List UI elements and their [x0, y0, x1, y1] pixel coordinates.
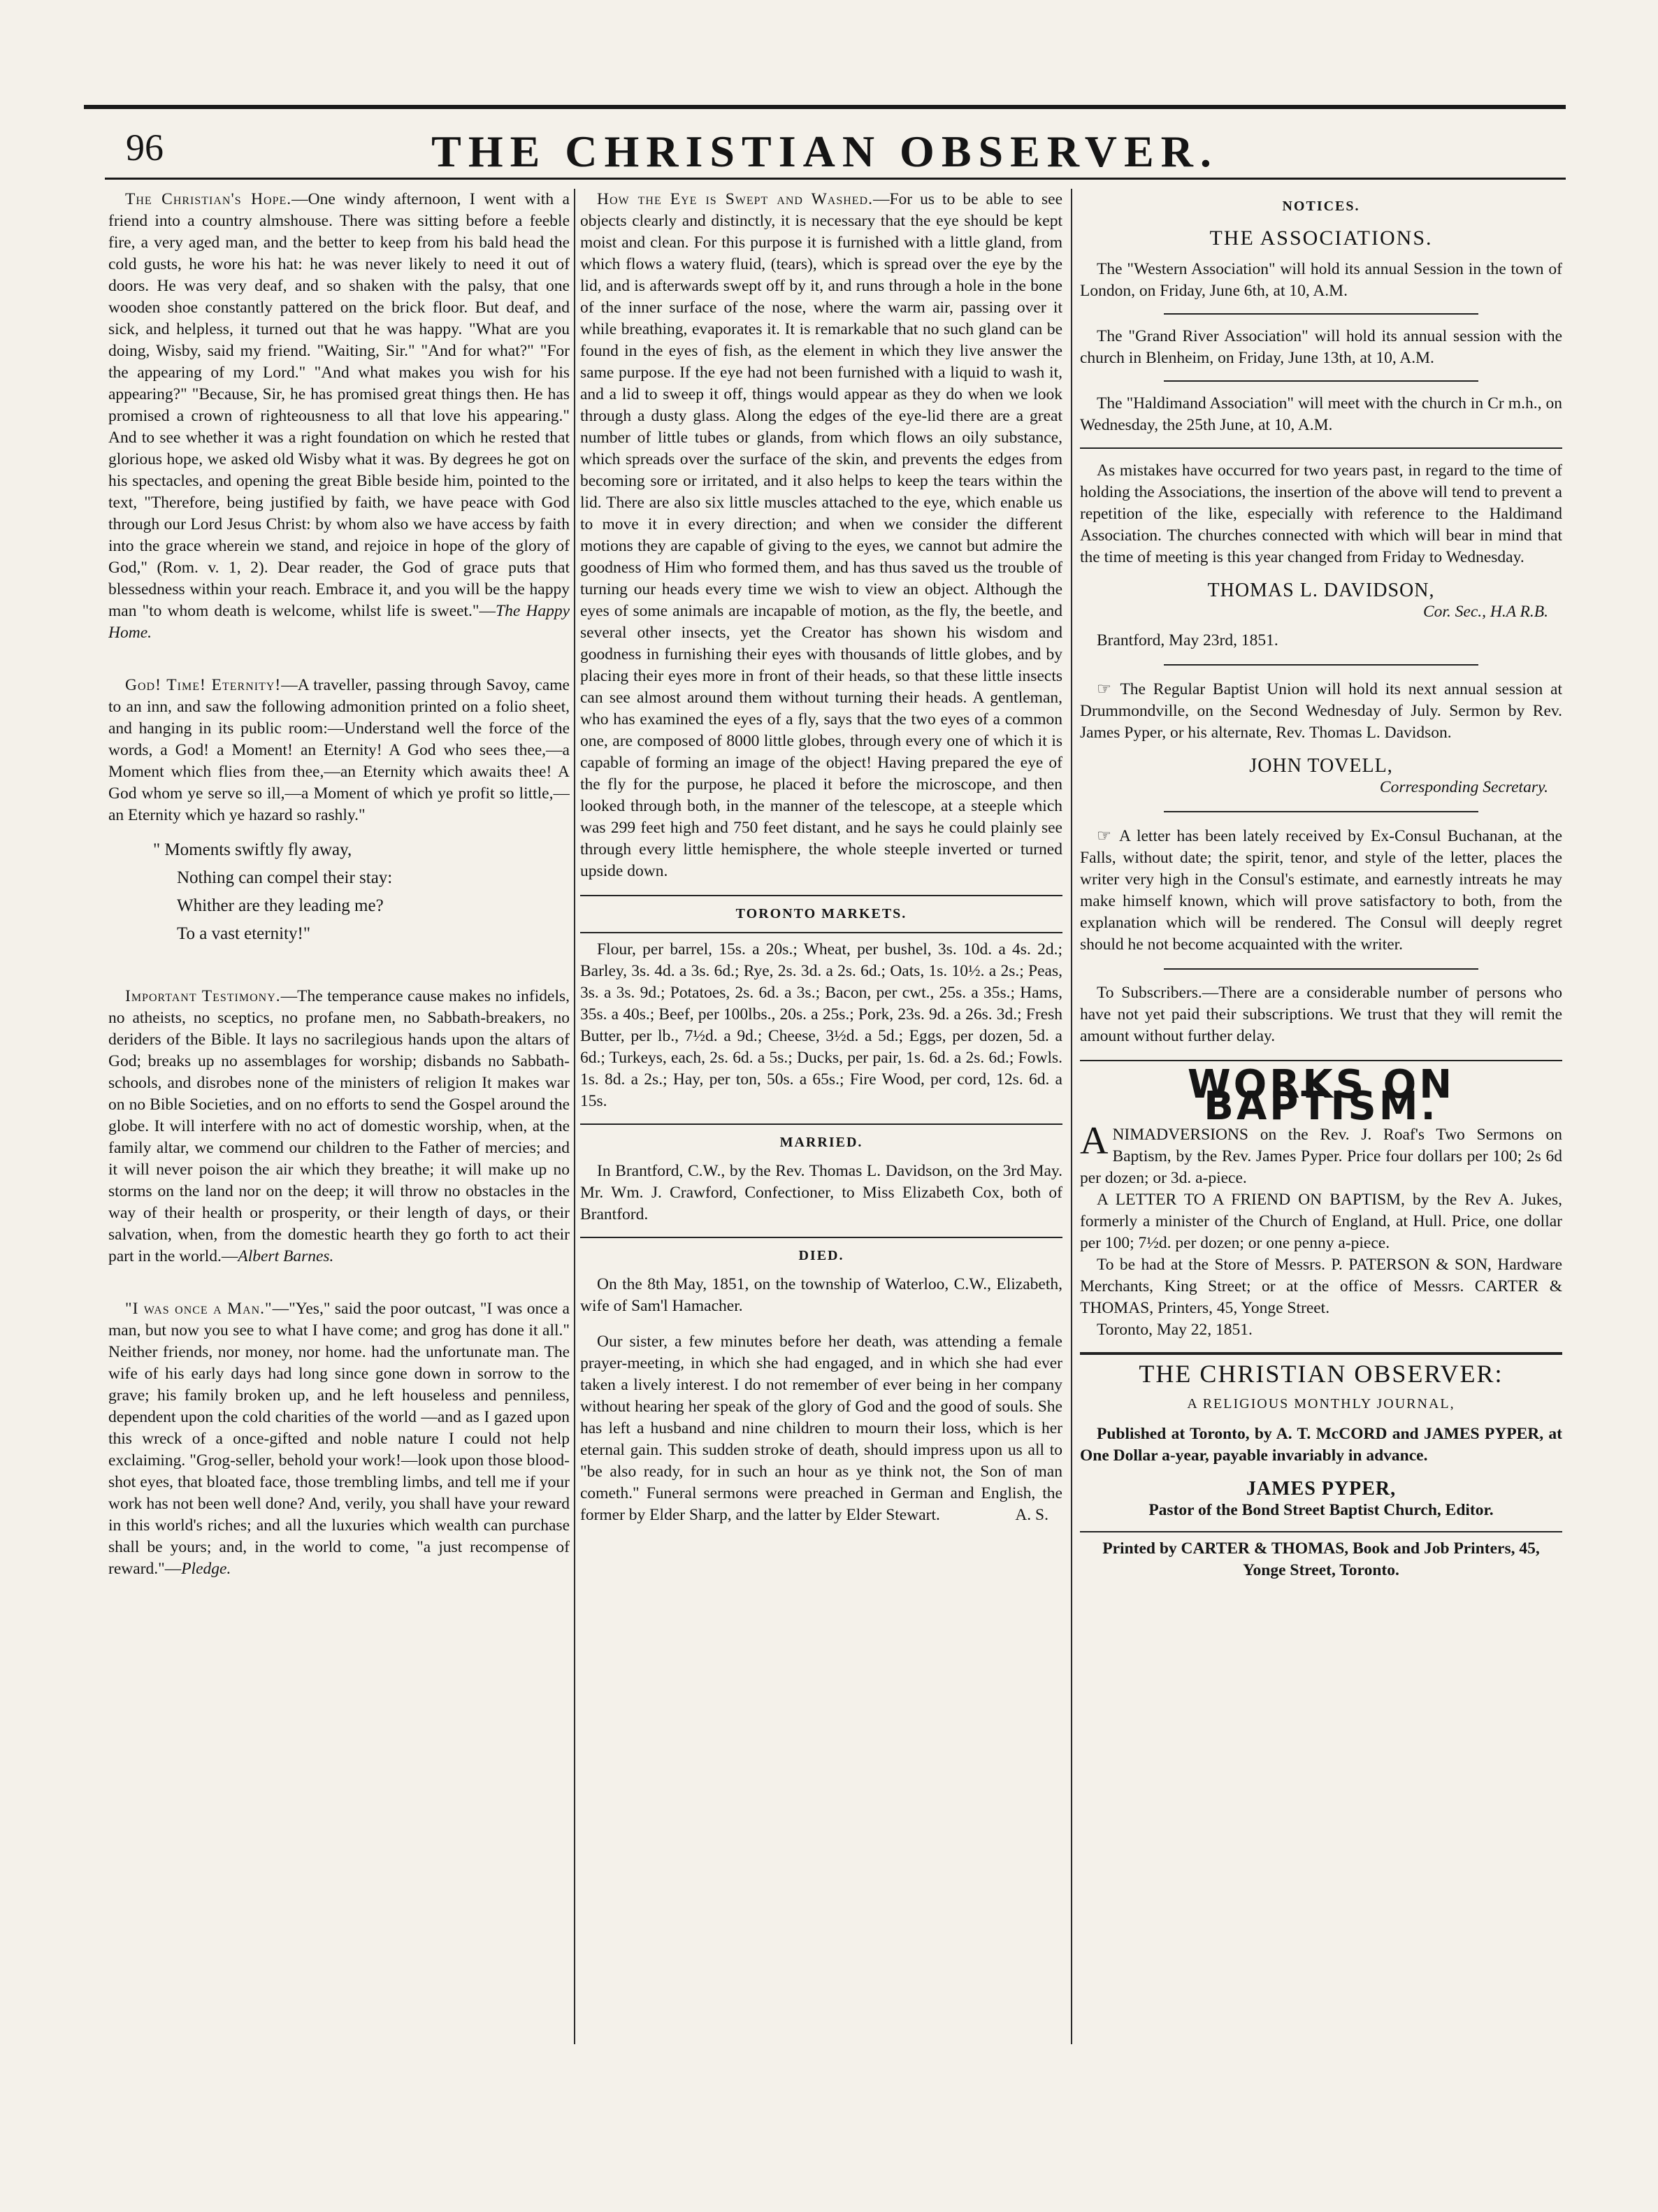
- association-notice: The "Haldimand Association" will meet with the church in Cr m.h., on Wednesday, the 25th June, at 10, A.M.: [1080, 394, 1562, 434]
- article-title: "I was once a Man.": [125, 1300, 273, 1318]
- subscribers-notice: To Subscribers.—There are a considerable number of persons who have not yet paid their subscriptions. We trust that they will remit the amount without further delay.: [1080, 984, 1562, 1045]
- top-rule: [84, 105, 1566, 109]
- divider: [580, 1123, 1062, 1125]
- signature-place: Brantford, May 23rd, 1851.: [1097, 631, 1278, 649]
- article-body: —"Yes," said the poor outcast, "I was once a man, but now you see to what I have come; and grog has done it all." Neither friends, nor money, nor home. had the unfortunate man. The wife of his early days had long since gone down in sorrow to the grave; his family broken up, and he left houseless and penniless, dependent upon the cold charities of the world —and as I gazed upon this wreck of a once-gifted and noble nature I could not help exclaiming. "Grog-seller, behold your work!—look upon those blood-shot eyes, that bloated face, those trembling limbs, and tell me if your work has not been well done? And, verily, you shall have your reward in this world's riches; and all the luxuries which wealth can purchase shall be yours; and, in the world to come, "a just recompense of reward."—: [108, 1300, 570, 1578]
- pointing-hand-icon: ☞: [1097, 826, 1119, 845]
- pointing-hand-icon: ☞: [1097, 679, 1120, 698]
- markets-list: [580, 939, 1062, 1112]
- masthead-rule: [105, 178, 1566, 180]
- divider: [1080, 1060, 1562, 1061]
- column-divider-1: [574, 189, 575, 2044]
- letter-notice: A letter has been lately received by Ex-Consul Buchanan, at the Falls, without date; the spirit, tenor, and style of the letter, places the writer very high in the Consul's estimate, and earnestly intreats he may make himself known, which will prove satisfactory to both, from the explanation which will be rendered. The Consul will deeply regret should he not become acquainted with the writer.: [1080, 827, 1562, 954]
- column-3: [1080, 189, 1562, 2093]
- article-title: Important Testimony.: [125, 987, 281, 1005]
- died-notice: [580, 1274, 1062, 1526]
- newspaper-title: THE CHRISTIAN OBSERVER.: [431, 127, 1218, 176]
- signature-title: Corresponding Secretary.: [1379, 778, 1548, 796]
- article-god-time-eternity: [108, 675, 570, 826]
- journal-subtitle: A RELIGIOUS MONTHLY JOURNAL,: [1187, 1396, 1455, 1412]
- divider: [1164, 968, 1478, 970]
- article-body: —For us to be able to see objects clearly and distinctly, it is necessary that the eye should be kept moist and clean. For this purpose it is furnished with a little gland, from which flows a watery fluid, (tears), which is spread over the eye by the lid, and is afterwards swept off by it, and runs through a hole in the bone of the inner surface of the nose, where the warm air, passing over it while breathing, evaporates it. It is remarkable that no such gland can be found in the eyes of fish, as the element in which they live answer the same purpose. If the eye had not been furnished with a liquid to wash it, and a lid to sweep it off, things would appear as they do when we look through a dusty glass. Along the edges of the eye-lid there are a great number of little tubes or glands, from which flows an oily substance, which spreads over the surface of the skin, and prevents the edges from becoming sore or irritated, and it also helps to keep the tears within the lid. There are also six little muscles attached to the eye, which enable us to move it in every direction; and when we consider the different motions they are capable of giving to the eyes, we cannot but admire the goodness of Him who formed them, and has thus saved us the trouble of turning our heads every time we wish to view an object. Although the eyes of some animals are incapable of motion, as the fly, the beetle, and several other insects, yet the Creator has shown his wisdom and goodness in furnishing their eyes with thousands of little globes, and by placing their eyes more in front of their heads, so that these little insects can see almost around them without turning their heads. A gentleman, who has examined the eyes of a fly, says that the two eyes of a common one, are composed of 8000 little globes, through every one of which it is capable of forming an image of the object! Having prepared the eye of the fly for the purpose, he placed it before the microscope, and then looked through both, in the manner of the telescope, at a steeple which was 299 feet high and 750 feet distant, and he says he could plainly see through every little hemisphere, the whole steeple inverted or turned upside down.: [580, 190, 1062, 880]
- signature-title: Cor. Sec., H.A R.B.: [1422, 603, 1548, 621]
- article-title: God! Time! Eternity!: [125, 676, 282, 694]
- poem-line: To a vast eternity!": [177, 924, 311, 943]
- journal-publication: Published at Toronto, by A. T. McCORD and JAMES PYPER, at One Dollar a-year, payable invariably in advance.: [1080, 1425, 1562, 1465]
- article-eye: [580, 189, 1062, 882]
- markets-body: Flour, per barrel, 15s. a 20s.; Wheat, per bushel, 3s. 10d. a 4s. 2d.; Barley, 3s. 4d. a 3s. 6d.; Rye, 2s. 3d. a 2s. 6d.; Oats, 1s. 10½. a 2s.; Peas, 3s. a 3s. 9d.; Potatoes, 2s. 6d. a 3s.; Bacon, per cwt., 25s. a 35s.; Hams, 35s. a 40s.; Beef, per 100lbs., 20s. a 25s.; Pork, 23s. 9d. a 26s. 3d.; Fresh Butter, per lb., 7½d. a 9d.; Cheese, 3½d. a 5d.; Eggs, per dozen, 5d. a 6d.; Turkeys, each, 2s. 6d. a 5s.; Ducks, per pair, 1s. 6d. a 2s. 6d.; Fowls. 1s. 8d. a 2s.; Hay, per ton, 50s. a 65s.; Fire Wood, per cord, 12s. 6d. a 15s.: [580, 940, 1062, 1110]
- divider: [1164, 313, 1478, 315]
- article-title: How the Eye is Swept and Washed.: [597, 190, 873, 208]
- divider: [1080, 447, 1562, 449]
- association-notice: The "Western Association" will hold its annual Session in the town of London, on Friday, June 6th, at 10, A.M.: [1080, 260, 1562, 300]
- signature-name: THOMAS L. DAVIDSON,: [1207, 580, 1435, 601]
- divider: [1164, 811, 1478, 812]
- works-item: To be had at the Store of Messrs. P. PATERSON & SON, Hardware Merchants, King Street; or at the office of Messrs. CARTER & THOMAS, Printers, 45, Yonge Street.: [1080, 1256, 1562, 1317]
- works-item: NIMADVERSIONS on the Rev. J. Roaf's Two Sermons on Baptism, by the Rev. James Pyper. Price four dollars per 100; 2s 6d per dozen; or 3d. a-piece.: [1080, 1126, 1562, 1187]
- associations-heading: THE ASSOCIATIONS.: [1209, 227, 1433, 250]
- poem-line: Whither are they leading me?: [177, 896, 384, 915]
- drop-cap: A: [1080, 1119, 1109, 1163]
- died-body: On the 8th May, 1851, on the township of Waterloo, C.W., Elizabeth, wife of Sam'l Hamacher.: [580, 1275, 1062, 1315]
- article-source: The Happy Home.: [108, 602, 570, 642]
- divider: [1164, 664, 1478, 666]
- markets-heading: TORONTO MARKETS.: [735, 906, 907, 921]
- mistakes-notice: As mistakes have occurred for two years past, in regard to the time of holding the Associations, the insertion of the above will tend to prevent a repetition of the like, especially with reference to the Haldimand Association. The churches connected with which will bear in mind that the time of meeting is this year changed from Friday to Wednesday.: [1080, 461, 1562, 566]
- article-body: —The temperance cause makes no infidels, no atheists, no sceptics, no profane men, no Sabbath-breakers, no deriders of the Bible. It lays no sacrilegious hands upon the altars of God; breaks up no assemblages for worship; disbands no Sabbath-schools, and disrobes none of the ministers of religion It makes war on no Bible Societies, and on no efforts to send the Gospel around the globe. It will interfere with no act of domestic worship, when, at the family altar, we commend our children to the Father of mercies; and it will never poison the air which they breathe; it will make up no storms on the land nor on the deep; it will throw no obstacles in the way of their health or prosperity, or their length of days, or their salvation, when, from the domestic hearth they go forth to act their part in the world.—: [108, 987, 570, 1265]
- association-notice: The "Grand River Association" will hold its annual session with the church in Blenheim, on Friday, June 13th, at 10, A.M.: [1080, 327, 1562, 367]
- divider: [580, 895, 1062, 896]
- article-body: —A traveller, passing through Savoy, came to an inn, and saw the following admonition printed on a folio sheet, and hanging in its public room:—Understand well the force of the words, a God! a Moment! an Eternity! A God who sees thee,—a Moment which flies from thee,—an Eternity which awaits thee! A God whom ye serve so ill,—a Moment of which ye profit so little,—an Eternity which ye hazard so rashly.": [108, 676, 570, 824]
- notices-heading: NOTICES.: [1282, 199, 1360, 214]
- works-heading: WORKS ON BAPTISM.: [1187, 1062, 1455, 1129]
- married-body: In Brantford, C.W., by the Rev. Thomas L. Davidson, on the 3rd May. Mr. Wm. J. Crawford, Confectioner, to Miss Elizabeth Cox, both of Brantford.: [580, 1162, 1062, 1223]
- works-date: Toronto, May 22, 1851.: [1097, 1321, 1253, 1339]
- poem: [153, 836, 570, 948]
- divider: [580, 1237, 1062, 1238]
- divider: [1080, 1352, 1562, 1355]
- article-source: Albert Barnes.: [238, 1247, 334, 1265]
- article-source: Pledge.: [181, 1560, 231, 1578]
- column-divider-2: [1071, 189, 1072, 2044]
- poem-line: " Moments swiftly fly away,: [153, 840, 352, 859]
- journal-title: THE CHRISTIAN OBSERVER:: [1139, 1360, 1504, 1388]
- page-number: 96: [126, 127, 164, 168]
- editor-title: Pastor of the Bond Street Baptist Church, Editor.: [1148, 1501, 1494, 1519]
- married-notice: [580, 1161, 1062, 1226]
- article-title: The Christian's Hope.: [125, 190, 292, 208]
- married-heading: MARRIED.: [779, 1135, 863, 1150]
- article-important-testimony: [108, 986, 570, 1267]
- divider: [1164, 380, 1478, 382]
- printer-line: Printed by CARTER & THOMAS, Book and Job Printers, 45, Yonge Street, Toronto.: [1102, 1539, 1540, 1579]
- column-1: [108, 189, 570, 2093]
- died-heading: DIED.: [798, 1248, 844, 1263]
- works-item: A LETTER TO A FRIEND ON BAPTISM, by the Rev A. Jukes, formerly a minister of the Church of England, at Hull. Price, one dollar per 100; 7½d. per dozen; or one penny a-piece.: [1080, 1191, 1562, 1252]
- union-notice: The Regular Baptist Union will hold its next annual session at Drummondville, on the Second Wednesday of July. Sermon by Rev. James Pyper, or his alternate, Rev. Thomas L. Davidson.: [1080, 680, 1562, 742]
- died-tribute: Our sister, a few minutes before her death, was attending a female prayer-meeting, in which she had engaged, and in which she had ever taken a lively interest. I do not remember of ever being in her company without hearing her speak of the glory of God and the good of souls. She has left a husband and nine children to mourn their loss, which is her eternal gain. This sudden stroke of death, should impress upon us all to "be also ready, for in such an hour as ye think not, the Son of man cometh." Funeral sermons were preached in German and English, the former by Elder Sharp, and the latter by Elder Stewart.: [580, 1333, 1062, 1524]
- editor-name: JAMES PYPER,: [1246, 1478, 1397, 1500]
- divider: [580, 932, 1062, 933]
- article-christians-hope: [108, 189, 570, 644]
- column-2: [580, 189, 1062, 2093]
- signature-name: JOHN TOVELL,: [1249, 755, 1393, 777]
- died-signature: A. S.: [1015, 1506, 1048, 1524]
- article-body: —One windy afternoon, I went with a friend into a country almshouse. There was sitting before a feeble fire, a very aged man, and the better to keep from his bald head the cold gusts, he wore his hat: he was never likely to need it out of doors. He was very deaf, and so shaken with the palsy, that one wooden shoe constantly pattered on the brick floor. But deaf, and sick, and helpless, it turned out that he was happy. "What are you doing, Wisby, said my friend. "Waiting, Sir." "And for what?" "For the appearing of my Lord." "And what makes you wish for his appearing?" "Because, Sir, he has promised great things then. He has promised a crown of righteousness to all that love his appearing." And to see whether it was a right foundation on which he rested that glorious hope, we asked old Wisby what it was. By degrees he got on his spectacles, and opening the great Bible beside him, pointed to the text, "Therefore, being justified by faith, we have peace with God through our Lord Jesus Christ: by whom also we have access by faith into the grace wherein we stand, and rejoice in hope of the glory of God," (Rom. v. 1, 2). Dear reader, the God of grace puts that blessedness within your reach. Embrace it, and you will be the happy man "to whom death is welcome, whilst life is sweet."—: [108, 190, 570, 620]
- poem-line: Nothing can compel their stay:: [177, 868, 393, 887]
- divider: [1080, 1531, 1562, 1532]
- article-once-a-man: [108, 1298, 570, 1580]
